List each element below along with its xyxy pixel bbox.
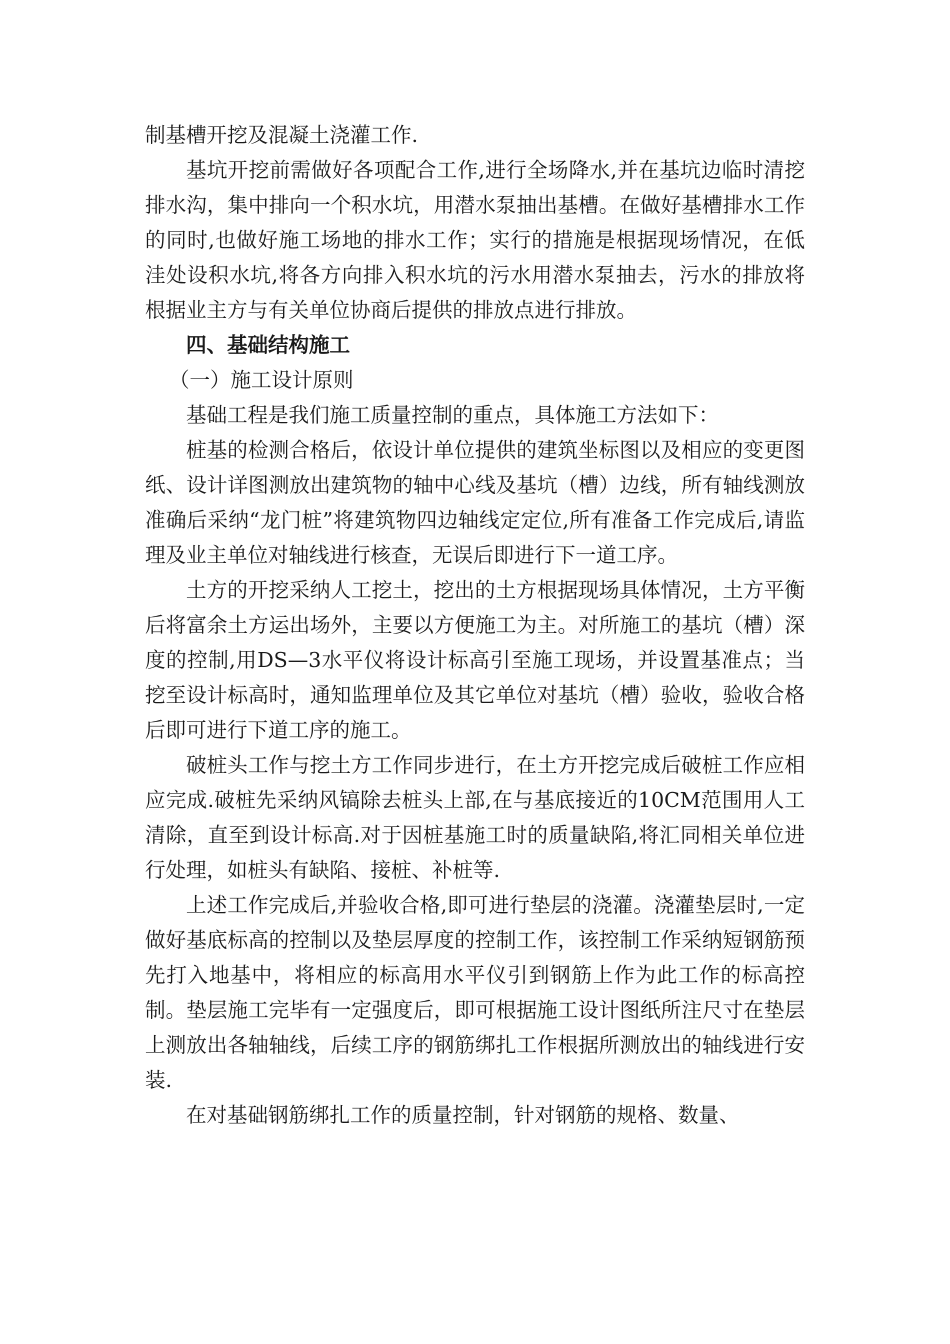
paragraph-pile-survey: 桩基的检测合格后，依设计单位提供的建筑坐标图以及相应的变更图纸、设计详图测放出建筑物的轴中心线及基坑（槽）边线，所有轴线测放准确后采纳“龙门桩”将建筑物四边轴线定定位,所有准备工作完成后,请监理及业主单位对轴线进行核查，无误后即进行下一道工序。: [145, 438, 805, 567]
paragraph-cushion: 上述工作完成后,并验收合格,即可进行垫层的浇灌。浇灌垫层时,一定做好基底标高的控制以及垫层厚度的控制工作，该控制工作采纳短钢筋预先打入地基中，将相应的标高用水平仪引到钢筋上作为此工作的标高控制。垫层施工完毕有一定强度后，即可根据施工设计图纸所注尺寸在垫层上测放出各轴轴线，后续工序的钢筋绑扎工作根据所测放出的轴线进行安装.: [145, 893, 805, 1092]
paragraph-intro: 基础工程是我们施工质量控制的重点，具体施工方法如下：: [186, 403, 719, 427]
section-heading: 四、基础结构施工: [186, 333, 350, 357]
paragraph-excavation: 土方的开挖采纳人工挖土，挖出的土方根据现场具体情况，土方平衡后将富余土方运出场外，主要以方便施工为主。对所施工的基坑（槽）深度的控制,用DS—3水平仪将设计标高引至施工现场，并设置基准点；当挖至设计标高时，通知监理单位及其它单位对基坑（槽）验收，验收合格后即可进行下道工序的施工。: [145, 578, 805, 742]
subsection-heading: （一）施工设计原则: [169, 368, 354, 392]
paragraph-rebar: 在对基础钢筋绑扎工作的质量控制，针对钢筋的规格、数量、: [186, 1103, 740, 1127]
paragraph-drainage: 基坑开挖前需做好各项配合工作,进行全场降水,并在基坑边临时清挖排水沟，集中排向一个积水坑，用潜水泵抽出基槽。在做好基槽排水工作的同时,也做好施工场地的排水工作；实行的措施是根据现场情况，在低洼处设积水坑,将各方向排入积水坑的污水用潜水泵抽去，污水的排放将根据业主方与有关单位协商后提供的排放点进行排放。: [145, 158, 805, 322]
paragraph-continuation: 制基槽开挖及混凝土浇灌工作.: [145, 123, 419, 147]
document-body: [145, 118, 805, 1133]
paragraph-pile-head: 破桩头工作与挖土方工作同步进行，在土方开挖完成后破桩工作应相应完成.破桩先采纳风镐除去桩头上部,在与基底接近的10CM范围用人工清除，直至到设计标高.对于因桩基施工时的质量缺陷,将汇同相关单位进行处理，如桩头有缺陷、接桩、补桩等.: [145, 753, 805, 882]
